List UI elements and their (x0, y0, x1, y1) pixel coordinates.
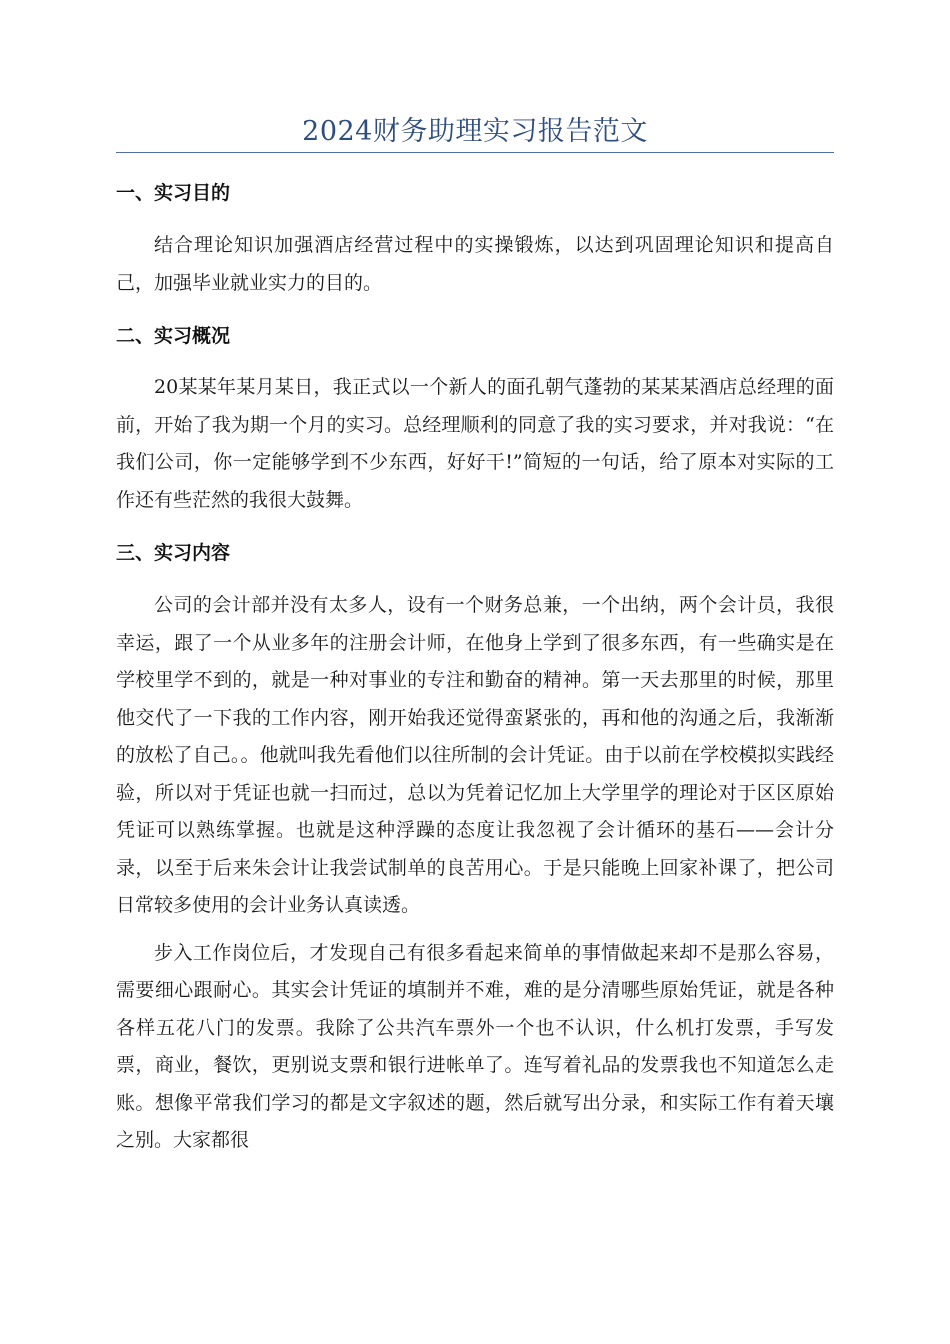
section-heading-content: 三、实习内容 (116, 542, 231, 564)
section-heading-overview: 二、实习概况 (116, 325, 231, 347)
document-page (116, 112, 834, 1160)
section-paragraph-content-1: 公司的会计部并没有太多人，设有一个财务总兼，一个出纳，两个会计员，我很幸运，跟了一个从业多年的注册会计师，在他身上学到了很多东西，有一些确实是在学校里学不到的，就是一种对事业的专注和勤奋的精神。第一天去那里的时候，那里他交代了一下我的工作内容，刚开始我还觉得蛮紧张的，再和他的沟通之后，我渐渐的放松了自己。。他就叫我先看他们以往所制的会计凭证。由于以前在学校模拟实践经验，所以对于凭证也就一扫而过，总以为凭着记忆加上大学里学的理论对于区区原始凭证可以熟练掌握。也就是这种浮躁的态度让我忽视了会计循环的基石——会计分录，以至于后来朱会计让我尝试制单的良苦用心。于是只能晚上回家补课了，把公司日常较多使用的会计业务认真读透。 (116, 594, 834, 916)
section-paragraph-purpose: 结合理论知识加强酒店经营过程中的实操锻炼，以达到巩固理论知识和提高自己，加强毕业就业实力的目的。 (116, 234, 834, 294)
section-paragraph-content-2: 步入工作岗位后，才发现自己有很多看起来简单的事情做起来却不是那么容易，需要细心跟耐心。其实会计凭证的填制并不难，难的是分清哪些原始凭证，就是各种各样五花八门的发票。我除了公共汽车票外一个也不认识，什么机打发票，手写发票，商业，餐饮，更别说支票和银行进帐单了。连写着礼品的发票我也不知道怎么走账。想像平常我们学习的都是文字叙述的题，然后就写出分录，和实际工作有着天壤之别。大家都很 (116, 941, 834, 1151)
section-paragraph-overview: 20某某年某月某日，我正式以一个新人的面孔朝气蓬勃的某某某酒店总经理的面前，开始了我为期一个月的实习。总经理顺利的同意了我的实习要求，并对我说：“在我们公司，你一定能够学到不少东西，好好干!”简短的一句话，给了原本对实际的工作还有些茫然的我很大鼓舞。 (116, 376, 834, 511)
document-title: 2024财务助理实习报告范文 (302, 116, 648, 147)
section-heading-purpose: 一、实习目的 (116, 182, 231, 204)
title-underline (116, 152, 834, 153)
